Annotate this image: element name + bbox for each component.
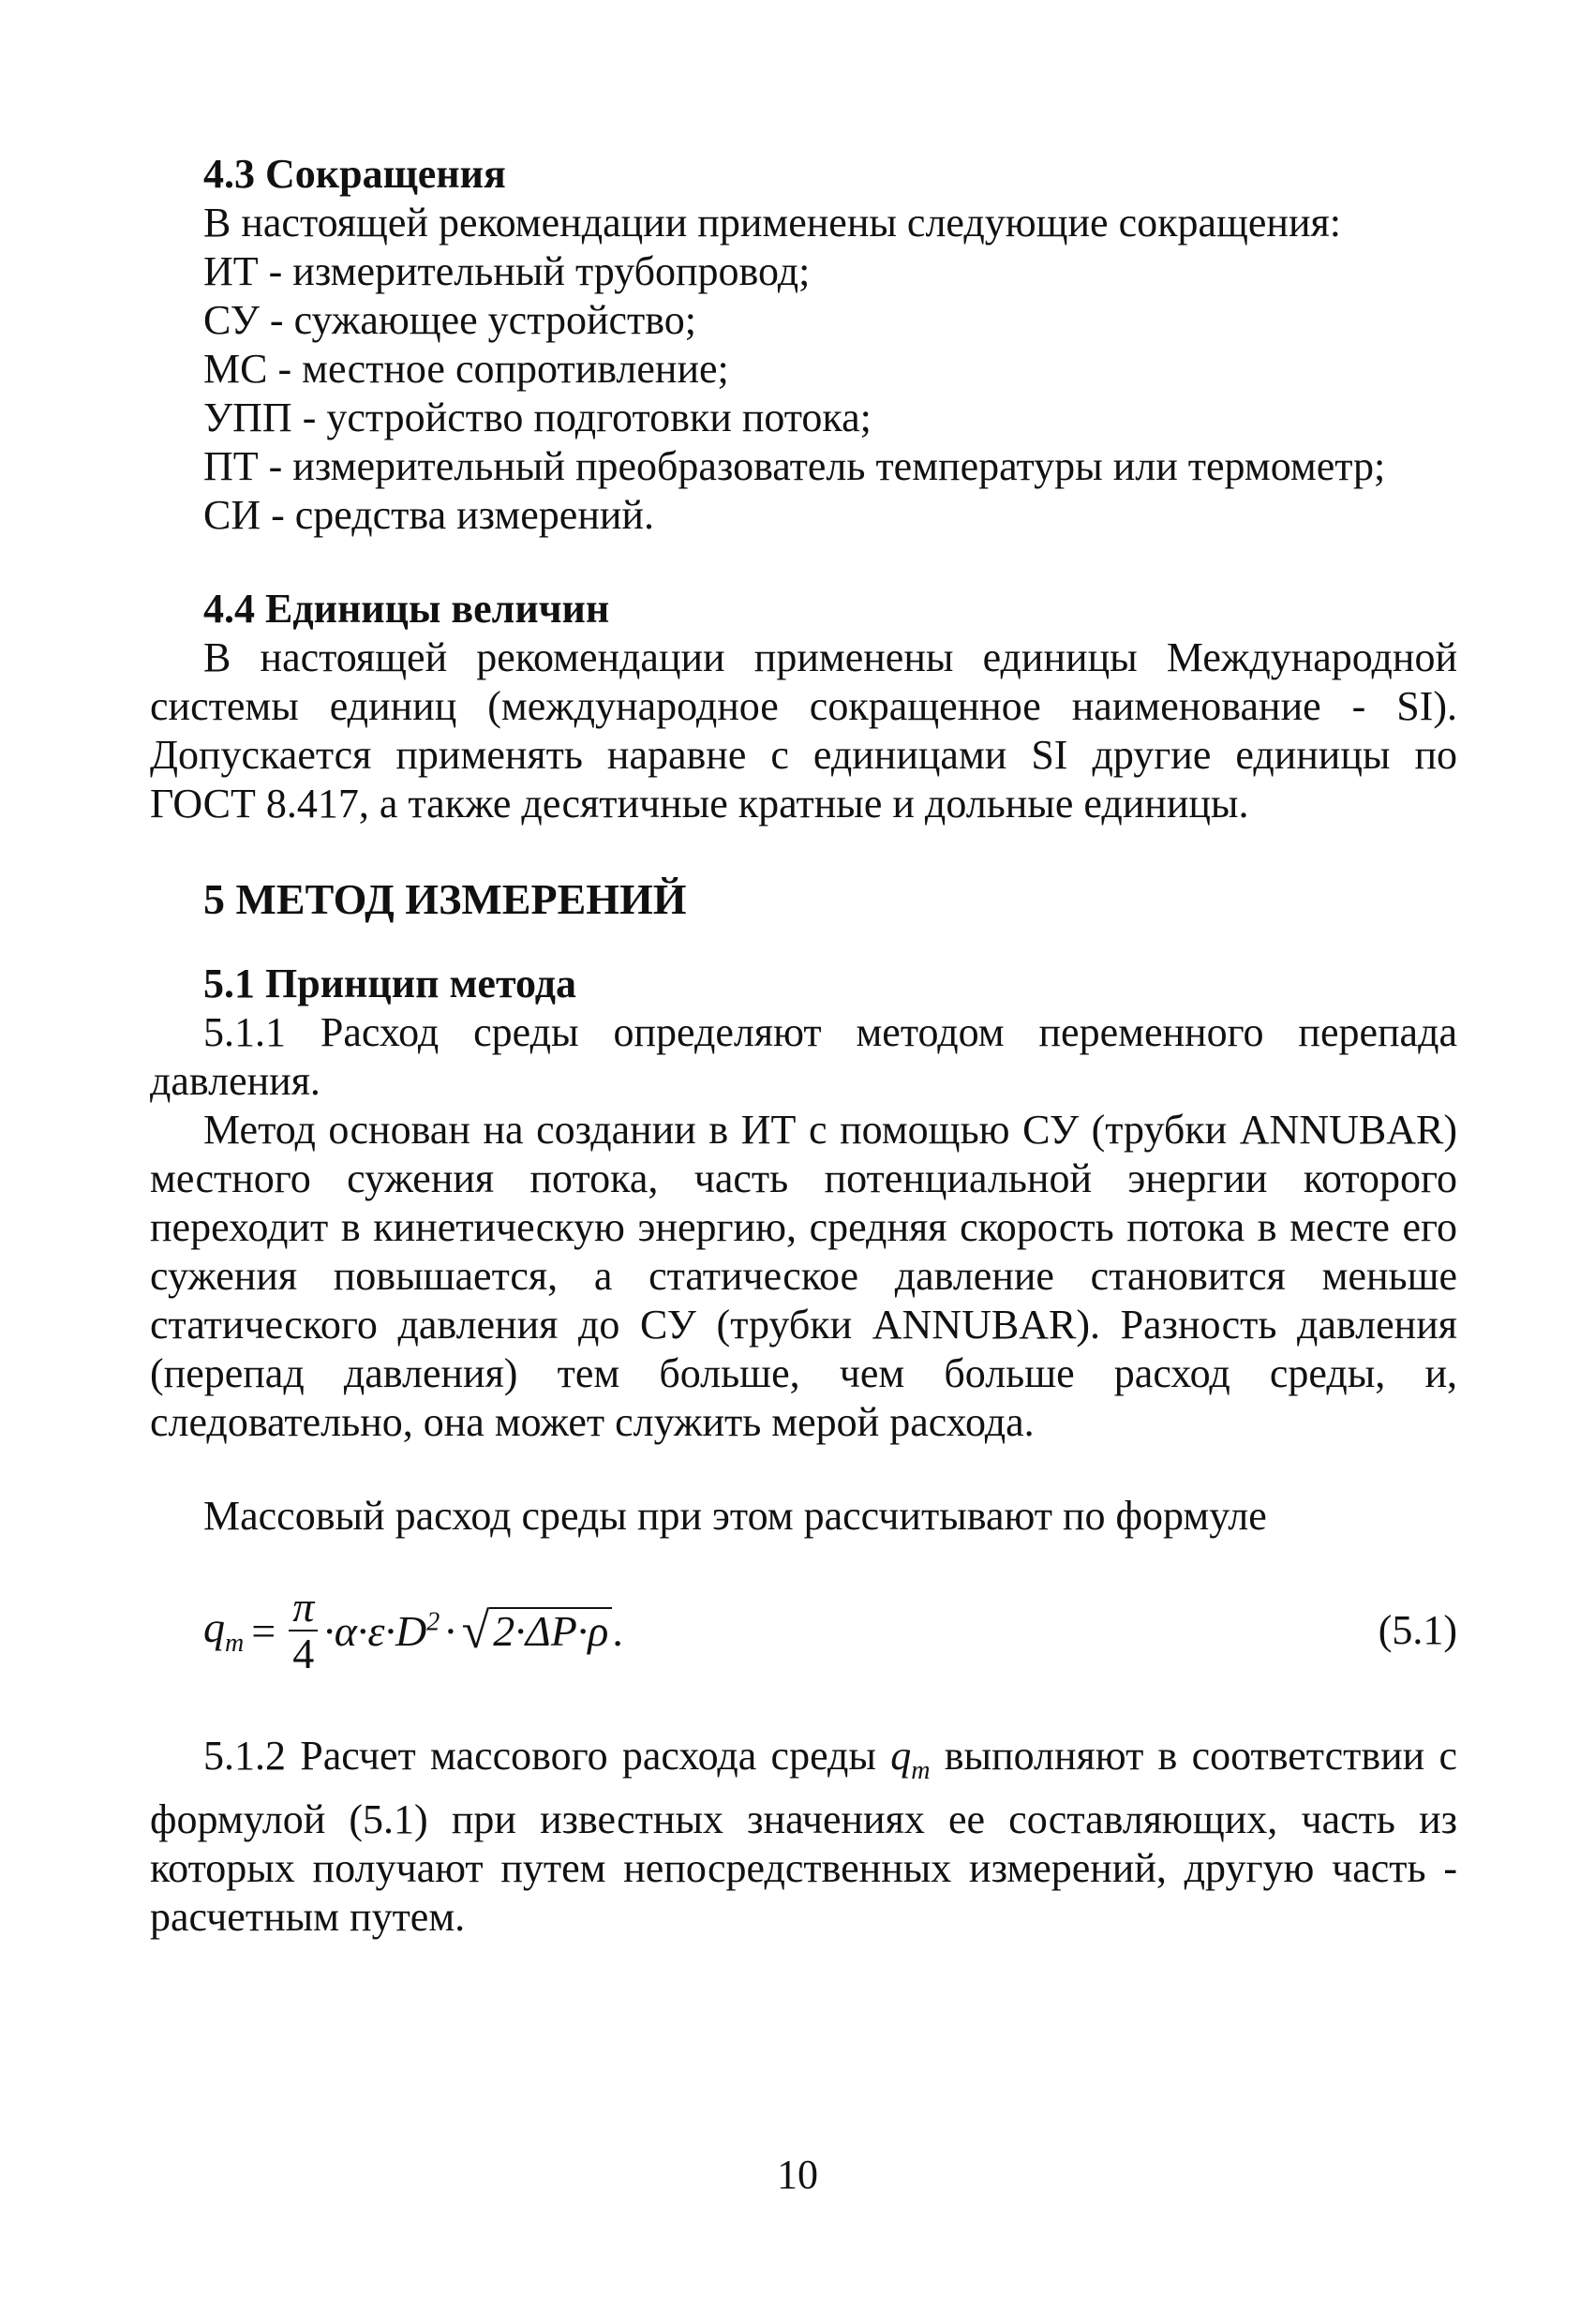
section-heading-5-1: 5.1 Принцип метода bbox=[203, 961, 576, 1006]
method-paragraph: Метод основан на создании в ИТ с помощью СУ (трубки ANNUBAR) местного сужения потока, часть потенциальной энергии которого переходит в кинетическую энергию, средняя скорость потока в месте его сужения повышается, а статическое давление становится меньше статического давления до СУ (трубки ANNUBAR). Разность давления (перепад давления) тем больше, чем больше расход среды, и, следовательно, она может служить мерой расхода. bbox=[150, 1107, 1457, 1445]
abbreviation-item: СУ - сужающее устройство; bbox=[203, 297, 696, 343]
formula-intro: Массовый расход среды при этом рассчитывают по формуле bbox=[203, 1493, 1267, 1539]
mass-flow-formula bbox=[203, 1574, 623, 1687]
formula-5-1 bbox=[150, 1574, 1457, 1687]
variable-qm: $q_m$ bbox=[890, 1733, 931, 1785]
abbreviation-item: СИ - средства измерений. bbox=[203, 492, 654, 538]
abbreviation-item: УПП - устройство подготовки потока; bbox=[203, 395, 872, 440]
document-page bbox=[150, 150, 1457, 1942]
formula-dot: · bbox=[443, 1606, 458, 1655]
formula-lhs: $q_m$ bbox=[203, 1602, 245, 1659]
section-heading-4-4: 4.4 Единицы величин bbox=[203, 586, 610, 632]
chapter-title: 5 МЕТОД ИЗМЕРЕНИЙ bbox=[203, 875, 687, 923]
abbreviation-item: МС - местное сопротивление; bbox=[203, 346, 729, 392]
paragraph-5-1-2: 5.1.2 Расчет массового расхода среды $q_m$ выполняют в соответствии с формулой (5.1) при известных значениях ее составляющих, часть из которых получают путем непосредственных измерений, другую часть - расчетным путем. bbox=[150, 1733, 1457, 1940]
units-paragraph: В настоящей рекомендации применены единицы Международной системы единиц (международное сокращенное наименование - SI). Допускается применять наравне с единицами SI другие единицы по ГОСТ 8.417, а также десятичные кратные и дольные единицы. bbox=[150, 634, 1457, 827]
abbreviation-item: ИТ - измерительный трубопровод; bbox=[203, 248, 811, 294]
page-number: 10 bbox=[777, 2152, 818, 2197]
abbreviation-item: ПТ - измерительный преобразователь температуры или термометр; bbox=[203, 443, 1386, 489]
paragraph-5-1-1: 5.1.1 Расход среды определяют методом переменного перепада давления. bbox=[150, 1009, 1457, 1104]
formula-fraction: $\frac{\pi}{4}$ bbox=[289, 1585, 318, 1676]
formula-middle: $\cdot\alpha\cdot\varepsilon\cdot D^2$ bbox=[323, 1606, 440, 1655]
formula-equals: = bbox=[251, 1606, 276, 1655]
section-heading-4-3: 4.3 Сокращения bbox=[203, 151, 506, 197]
formula-end: . bbox=[612, 1606, 623, 1655]
equation-number: (5.1) bbox=[1378, 1607, 1457, 1653]
abbreviations-intro: В настоящей рекомендации применены следующие сокращения: bbox=[203, 200, 1341, 246]
formula-sqrt: √ 2·ΔP·ρ bbox=[462, 1607, 613, 1654]
